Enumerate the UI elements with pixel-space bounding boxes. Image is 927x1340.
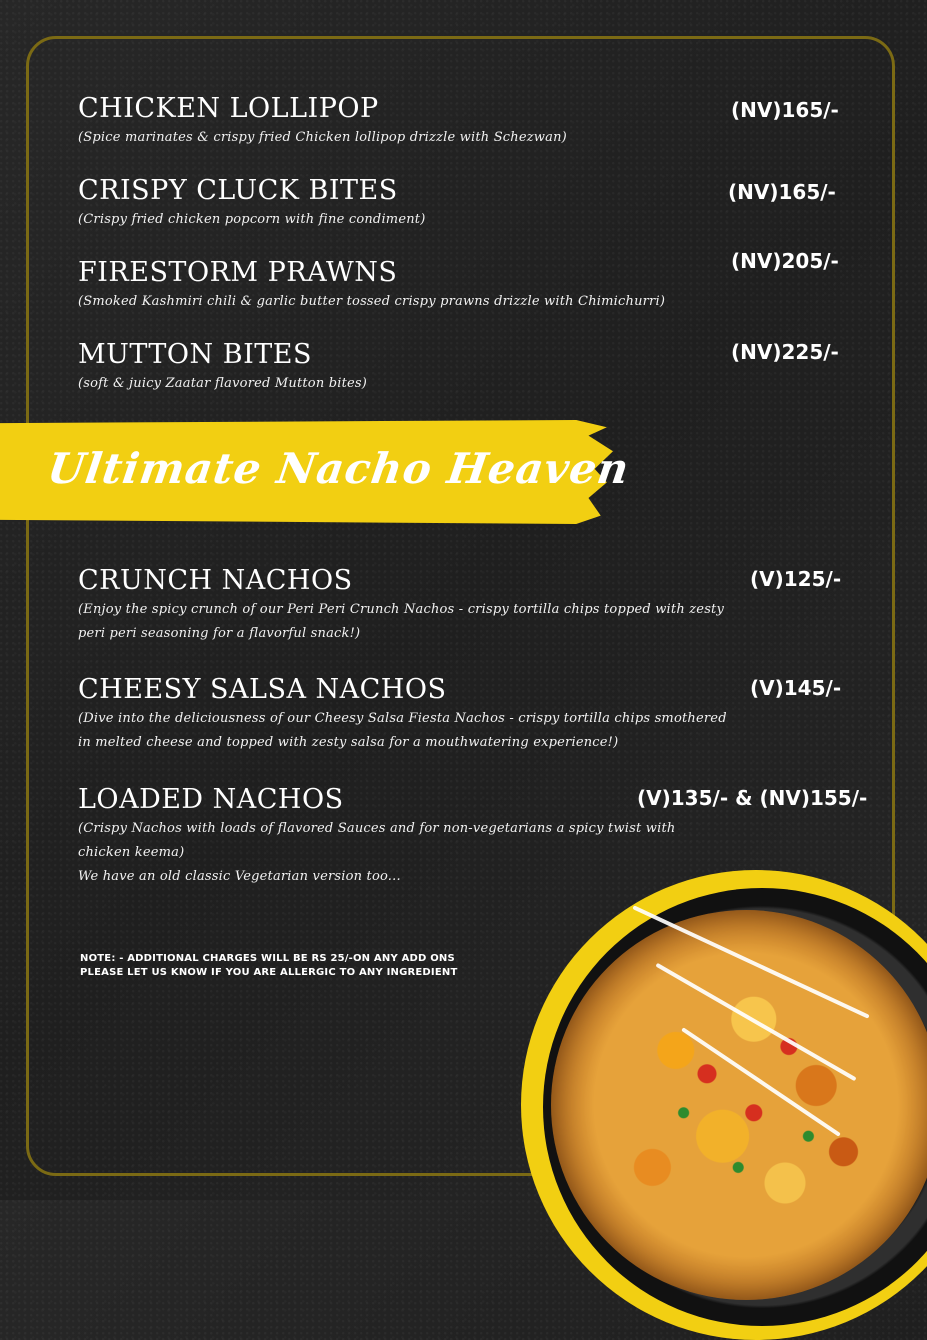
price-firestorm-prawns: (NV)205/- [731,249,839,273]
item-description-line-2: in melted cheese and topped with zesty salsa for a mouthwatering experience!) [78,735,619,750]
item-description-line-1: (Dive into the deliciousness of our Cheesy Salsa Fiesta Nachos - crispy tortilla chips smothered [78,711,727,726]
price-crispy-cluck-bites: (NV)165/- [728,180,836,204]
menu-item-crispy-cluck-bites [78,176,768,232]
item-description: (soft & juicy Zaatar flavored Mutton bites) [78,376,368,391]
item-title: LOADED NACHOS [78,784,344,815]
price-mutton-bites: (NV)225/- [731,340,839,364]
item-description: (Spice marinates & crispy fried Chicken lollipop drizzle with Schezwan) [78,130,567,145]
menu-item-cheesy-salsa-nachos [78,675,768,755]
item-description-line-3: We have an old classic Vegetarian version too... [78,869,401,884]
price-chicken-lollipop: (NV)165/- [731,98,839,122]
price-crunch-nachos: (V)125/- [750,567,842,591]
item-description-line-2: peri peri seasoning for a flavorful snack!) [78,626,361,641]
menu-item-firestorm-prawns [78,258,768,314]
item-description: (Crispy fried chicken popcorn with fine condiment) [78,212,426,227]
note-line-allergy: PLEASE LET US KNOW IF YOU ARE ALLERGIC TO ANY INGREDIENT [80,967,458,978]
price-loaded-nachos: (V)135/- & (NV)155/- [637,786,868,810]
item-description-line-1: (Crispy Nachos with loads of flavored Sauces and for non-vegetarians a spicy twist with [78,821,676,836]
item-title: MUTTON BITES [78,339,312,370]
item-title: CHEESY SALSA NACHOS [78,674,447,705]
menu-item-mutton-bites [78,340,768,396]
menu-note [80,952,550,980]
item-description-line-1: (Enjoy the spicy crunch of our Peri Peri Crunch Nachos - crispy tortilla chips topped with zesty [78,602,725,617]
nachos-food [551,910,927,1300]
section-banner-title: Ultimate Nacho Heaven [44,444,633,493]
menu-item-crunch-nachos [78,566,768,646]
item-description: (Smoked Kashmiri chili & garlic butter tossed crispy prawns drizzle with Chimichurri) [78,294,666,309]
note-line-additional-charges: NOTE: - ADDITIONAL CHARGES WILL BE RS 25/-ON ANY ADD ONS [80,953,455,964]
menu-item-chicken-lollipop [78,94,768,150]
price-cheesy-salsa-nachos: (V)145/- [750,676,842,700]
item-title: CRUNCH NACHOS [78,565,353,596]
item-title: FIRESTORM PRAWNS [78,257,398,288]
item-title: CRISPY CLUCK BITES [78,175,398,206]
item-description-line-2: chicken keema) [78,845,185,860]
item-title: CHICKEN LOLLIPOP [78,93,379,124]
